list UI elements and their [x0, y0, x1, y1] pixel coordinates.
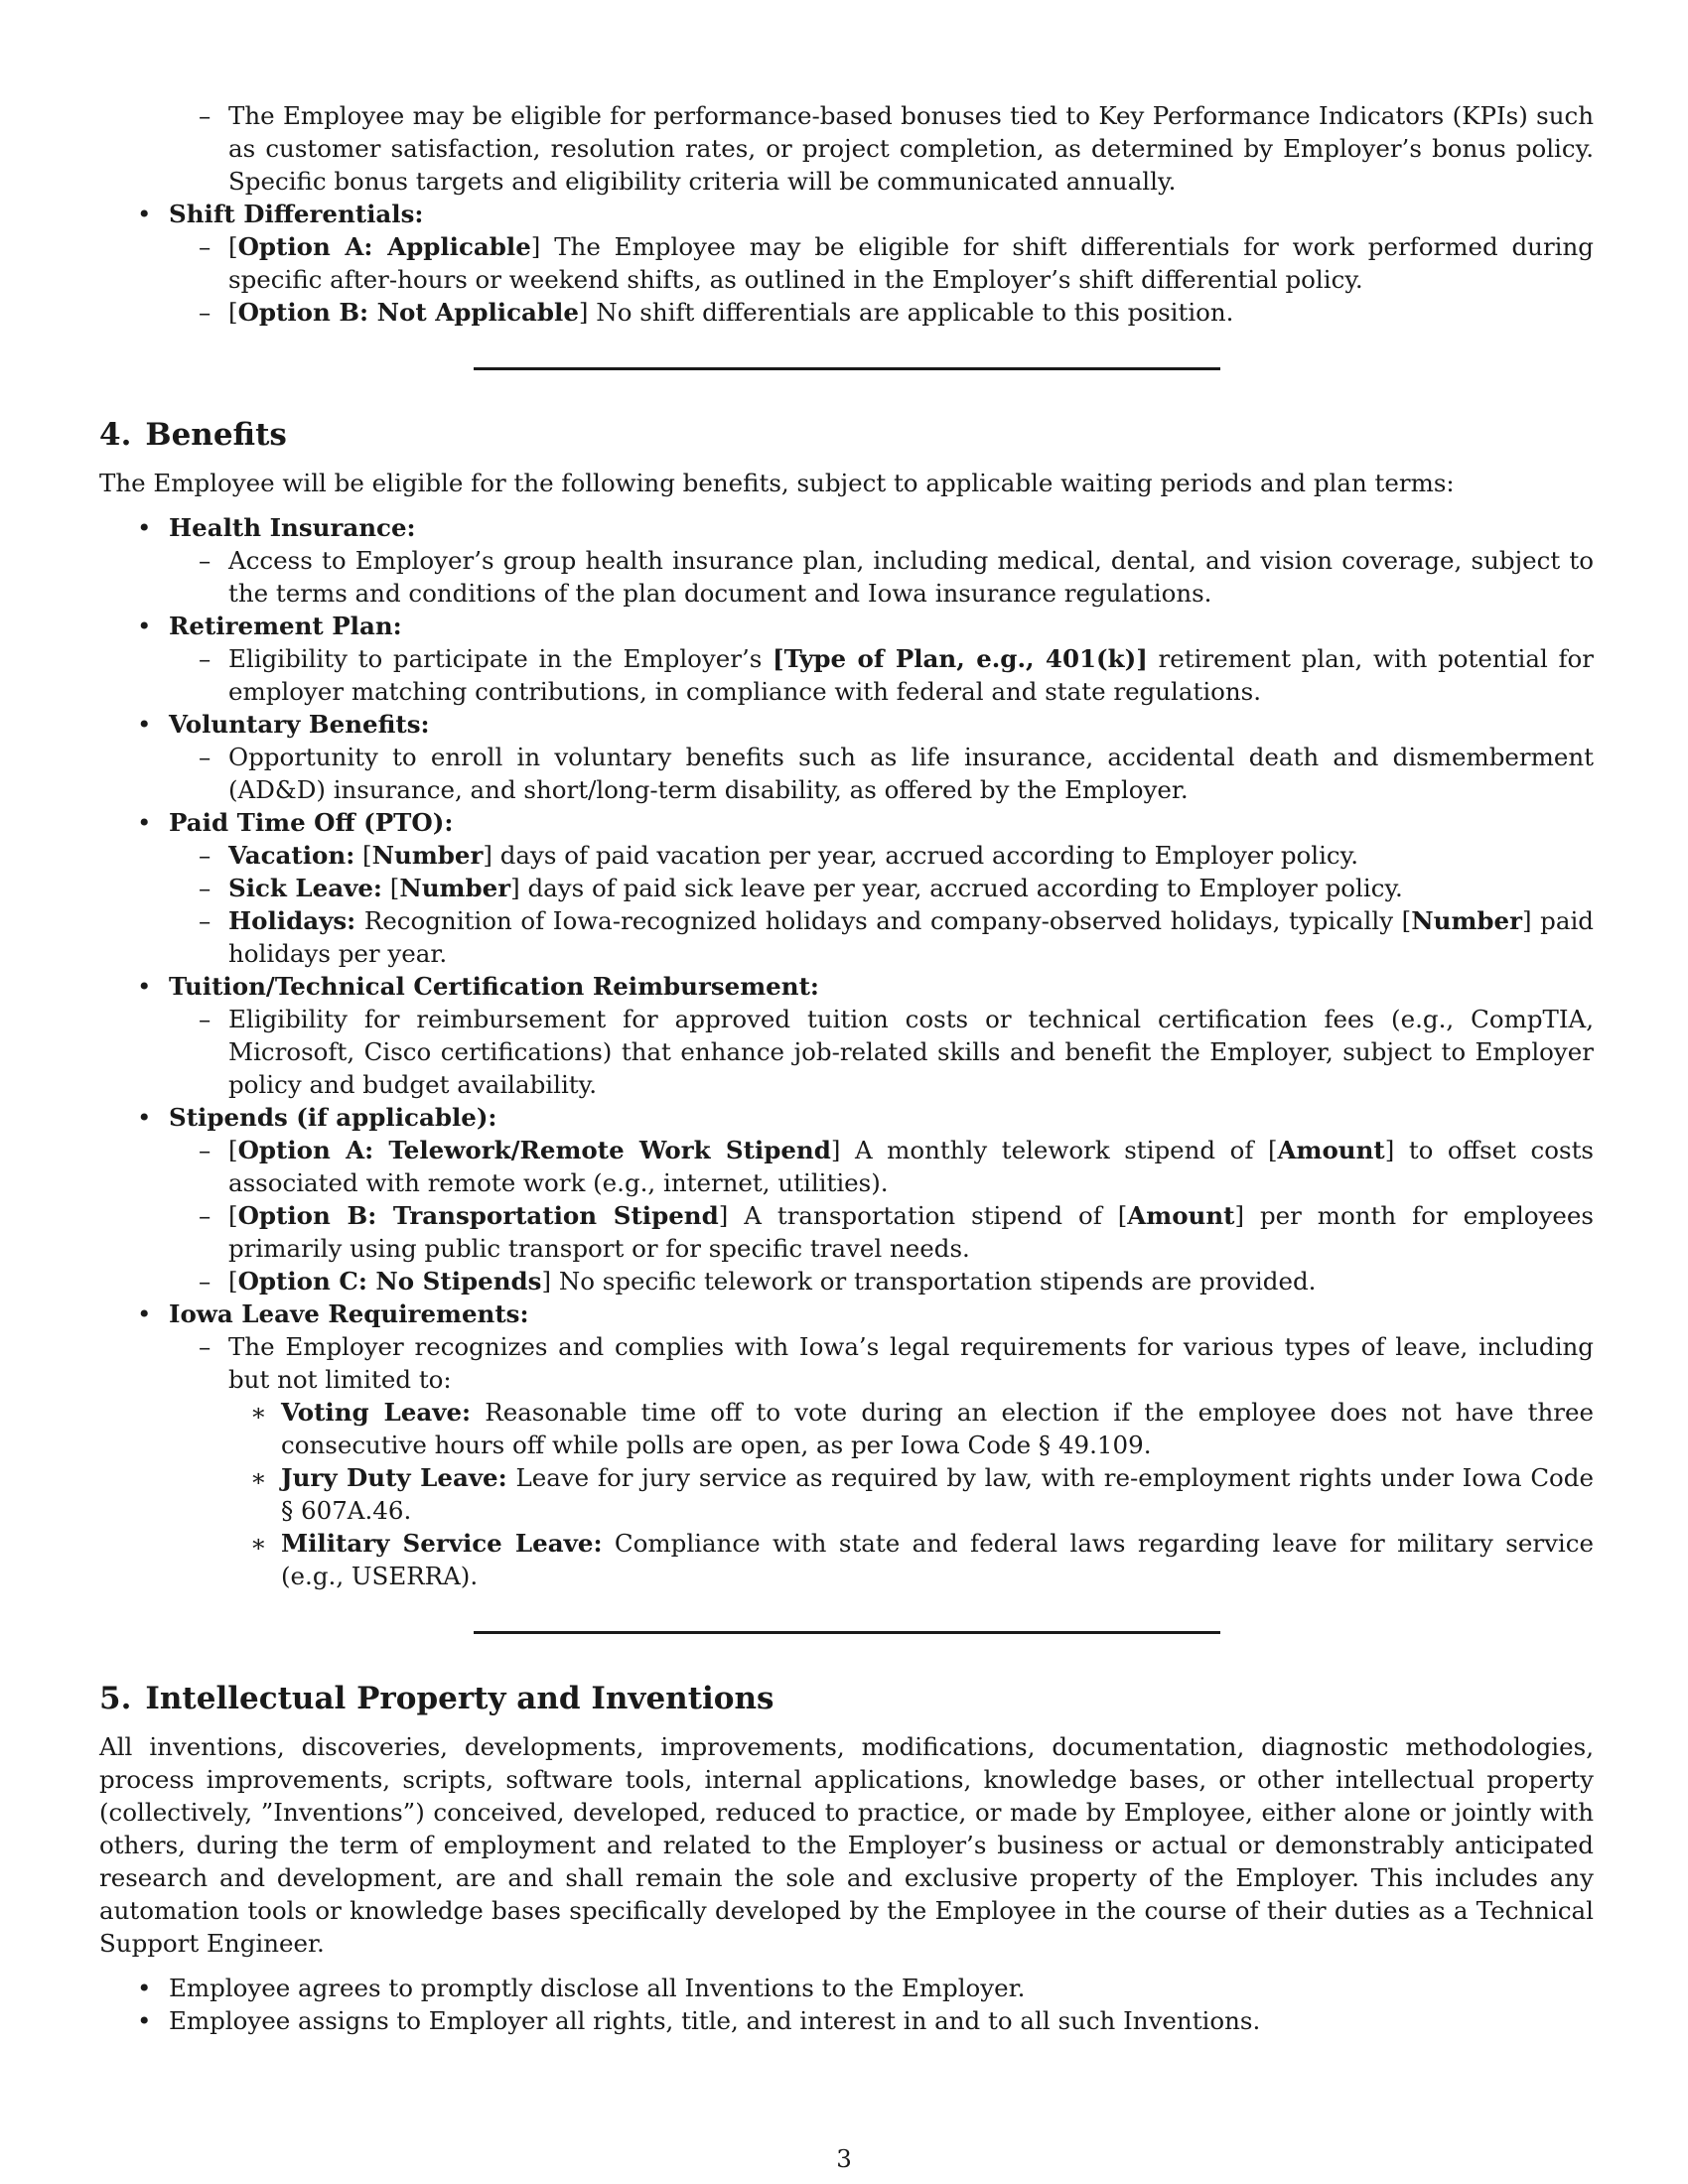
bullet-marker: •	[137, 200, 152, 228]
voting-leave-item: ∗ Voting Leave: Reasonable time off to vote during an election if the employee does not have three consecutive hours off while polls are open, as per Iowa Code § 49.109.	[250, 1398, 1594, 1459]
section-5-heading: 5. Intellectual Property and Inventions	[99, 1681, 774, 1716]
military-leave-item: ∗ Military Service Leave: Compliance with state and federal laws regarding leave for military service (e.g., USERRA).	[250, 1529, 1594, 1590]
retirement-plan-item: • Retirement Plan:	[137, 612, 402, 640]
dash-marker: –	[199, 101, 211, 130]
holidays-item: – Holidays: Recognition of Iowa-recognized holidays and company-observed holidays, typically [Number] paid holidays per year.	[199, 906, 1594, 968]
health-insurance-text: – Access to Employer’s group health insurance plan, including medical, dental, and vision coverage, subject to the terms and conditions of the plan document and Iowa insurance regulations.	[199, 546, 1594, 608]
health-insurance-item: • Health Insurance:	[137, 513, 416, 542]
iowa-leave-text: – The Employer recognizes and complies with Iowa’s legal requirements for various types of leave, including but not limited to:	[199, 1332, 1594, 1394]
stipend-option-b: – [Option B: Transportation Stipend] A transportation stipend of [Amount] per month for employees primarily using public transport or for specific travel needs.	[199, 1201, 1594, 1263]
inventions-bullet-disclose: • Employee agrees to promptly disclose all Inventions to the Employer.	[137, 1974, 1026, 2002]
benefits-intro: The Employee will be eligible for the following benefits, subject to applicable waiting periods and plan terms:	[99, 469, 1455, 497]
shift-option-b: – [Option B: Not Applicable] No shift differentials are applicable to this position.	[199, 298, 1234, 327]
bonus-item: – The Employee may be eligible for performance-based bonuses tied to Key Performance Indicators (KPIs) such as customer satisfaction, resolution rates, or project completion, as determined by Employer’s bonus policy. Specific bonus targets and eligibility criteria will be communicated annually.	[199, 101, 1594, 196]
sick-leave-item: – Sick Leave: [Number] days of paid sick leave per year, accrued according to Employer policy.	[199, 874, 1403, 902]
jury-duty-leave-item: ∗ Jury Duty Leave: Leave for jury service as required by law, with re-employment rights under Iowa Code § 607A.46.	[250, 1463, 1594, 1525]
stipends-item: • Stipends (if applicable):	[137, 1103, 497, 1132]
tuition-text: – Eligibility for reimbursement for approved tuition costs or technical certification fees (e.g., CompTIA, Microsoft, Cisco certifications) that enhance job-related skills and benefit the Employer, subject to Employer policy and budget availability.	[199, 1005, 1594, 1099]
voluntary-benefits-item: • Voluntary Benefits:	[137, 710, 430, 739]
stipend-option-a: – [Option A: Telework/Remote Work Stipend] A monthly telework stipend of [Amount] to offset costs associated with remote work (e.g., internet, utilities).	[199, 1136, 1594, 1197]
voluntary-benefits-text: – Opportunity to enroll in voluntary benefits such as life insurance, accidental death and dismemberment (AD&D) insurance, and short/long-term disability, as offered by the Employer.	[199, 743, 1594, 804]
pto-item: • Paid Time Off (PTO):	[137, 808, 454, 837]
iowa-leave-item: • Iowa Leave Requirements:	[137, 1299, 529, 1328]
stipend-option-c: – [Option C: No Stipends] No specific telework or transportation stipends are provided.	[199, 1267, 1317, 1296]
shift-option-a: – [Option A: Applicable] The Employee may be eligible for shift differentials for work performed during specific after-hours or weekend shifts, as outlined in the Employer’s shift differential policy.	[199, 232, 1594, 294]
tuition-item: • Tuition/Technical Certification Reimbursement:	[137, 972, 819, 1001]
shift-differentials-item: • Shift Differentials:	[137, 200, 424, 228]
section-4-heading: 4. Benefits	[99, 417, 287, 453]
retirement-plan-text: – Eligibility to participate in the Employer’s [Type of Plan, e.g., 401(k)] retirement plan, with potential for employer matching contributions, in compliance with federal and state regulations.	[199, 644, 1594, 706]
vacation-item: – Vacation: [Number] days of paid vacation per year, accrued according to Employer policy.	[199, 841, 1359, 870]
inventions-paragraph: All inventions, discoveries, developments, improvements, modifications, documentation, diagnostic methodologies, process improvements, scripts, software tools, internal applications, knowledge bases, or other intellectual property (collectively, ”Inventions”) conceived, developed, reduced to practice, or made by Employee, either alone or jointly with others, during the term of employment and related to the Employer’s business or actual or demonstrably anticipated research and development, are and shall remain the sole and exclusive property of the Employer. This includes any automation tools or knowledge bases specifically developed by the Employee in the course of their duties as a Technical Support Engineer.	[99, 1732, 1594, 1958]
document-page	[99, 99, 1594, 2037]
inventions-bullet-assign: • Employee assigns to Employer all rights, title, and interest in and to all such Inventions.	[137, 2006, 1261, 2035]
page-number: 3	[836, 2144, 852, 2173]
